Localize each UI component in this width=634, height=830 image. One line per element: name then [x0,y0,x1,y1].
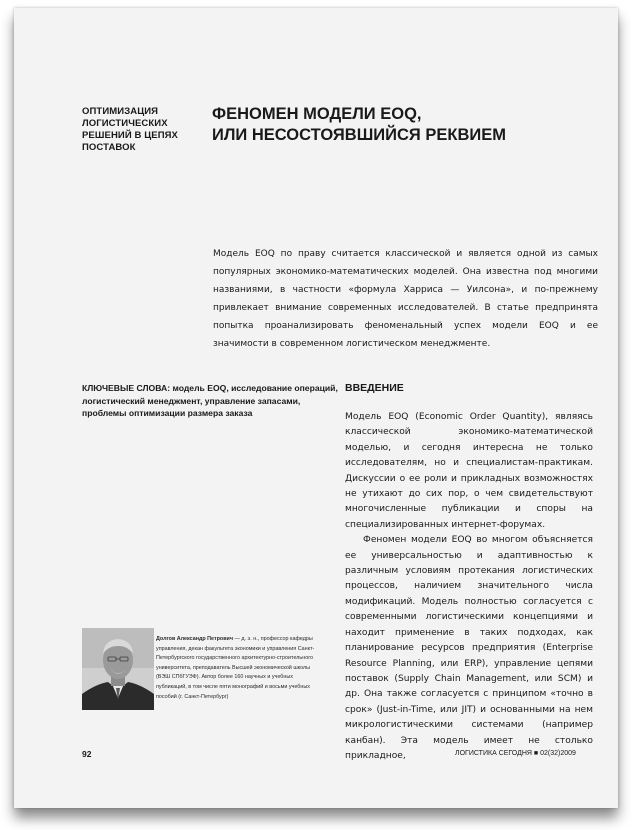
article-title [212,104,572,146]
paragraph-1: Модель EOQ (Economic Order Quantity), являясь классической экономико-математической моделью, и сегодня интересна не только исследователям, но и специалистам-практикам. Дискуссии о ее роли и прикладных возможностях не утихают до сих пор, о чем свидетельствуют многочисленные публикации и споры на специализированных интернет-форумах. [345,412,593,530]
journal-page [14,8,618,808]
author-name: Долгов Александр Петрович [156,636,233,642]
footer-issue: 02(32)2009 [540,750,576,757]
title-line-1: ФЕНОМЕН МОДЕЛИ EOQ, [212,105,422,123]
abstract: Модель EOQ по праву считается классической и является одной из самых популярных экономико-математических моделей. Она известна под многими названиями, в частности «формула Харриса — Уилсона», и по-прежнему привлекает внимание современных исследователей. В статье предпринята попытка проанализировать феноменальный успех модели EOQ и ее значимости в современном логистическом менеджменте. [213,249,598,349]
keywords: КЛЮЧЕВЫЕ СЛОВА: модель EOQ, исследование операций, логистический менеджмент, управление запасами, проблемы оптимизации размера заказа [82,383,338,418]
title-line-2: ИЛИ НЕСОСТОЯВШИЙСЯ РЕКВИЕМ [212,126,506,144]
section-label: ОПТИМИЗАЦИЯ ЛОГИСТИЧЕСКИХ РЕШЕНИЙ В ЦЕПЯХ ПОСТАВОК [82,106,178,153]
footer-journal: ЛОГИСТИКА СЕГОДНЯ [455,750,532,757]
footer [455,750,576,757]
intro-heading: ВВЕДЕНИЕ [345,382,404,394]
author-info [156,635,316,702]
author-bio: — д. э. н., профессор кафедры управления, декан факультета экономики и управления Санкт-Петербургского государственного архитектурно-строительного университета, преподаватель Высшей экономической школы (ВЭШ СПбГУЭФ). Автор более 160 научных и учебных публикаций, в том числе пяти монографий и восьми учебных пособий (г. Санкт-Петербург) [156,636,315,700]
page-number: 92 [82,749,92,759]
body-text [345,410,593,764]
footer-square-icon: ■ [533,750,539,757]
author-photo [82,628,154,710]
paragraph-2: Феномен модели EOQ во многом объясняется ее универсальностью и адаптивностью к различным условиям протекания логистических процессов, наличием значительного числа модификаций. Модель полностью согласуется с современными логистическими концепциями и находит применение в таких подходах, как планирование ресурсов предприятия (Enterprise Resource Planning, или ERP), управление цепями поставок (Supply Chain Management, или SCM) и др. Она также согласуется с принципом «точно в срок» (Just-in-Time, или JIT) и основанными на нем микрологистическими системами (например канбан). Эта модель имеет не столько прикладное, [345,535,593,761]
